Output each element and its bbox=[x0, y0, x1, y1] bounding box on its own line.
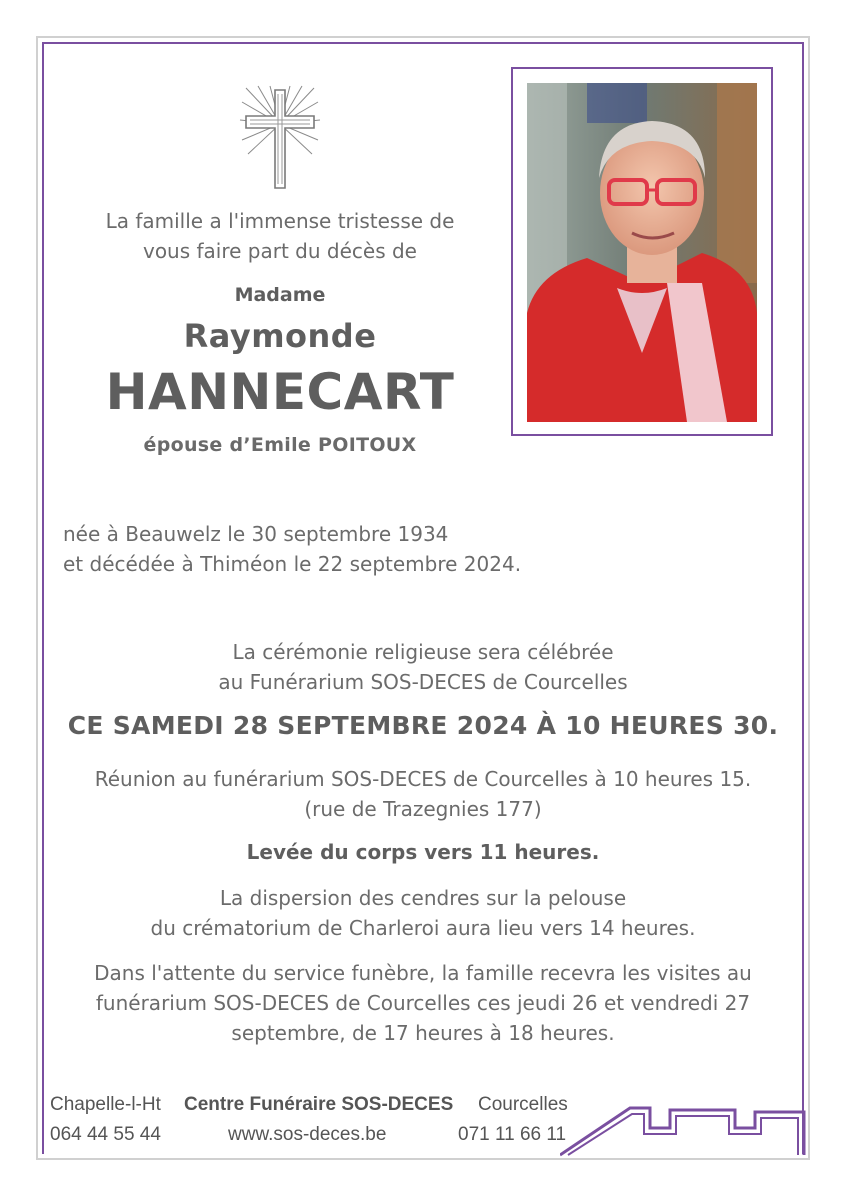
visits-text bbox=[46, 958, 800, 1048]
footer-center-name: Centre Funéraire SOS-DECES bbox=[184, 1094, 454, 1115]
reunion-text bbox=[46, 764, 800, 824]
ceremony-line-1: La cérémonie religieuse sera célébrée bbox=[232, 640, 614, 664]
dates-block bbox=[63, 519, 521, 579]
intro-line-1: La famille a l'immense tristesse de bbox=[105, 209, 455, 233]
death-line: et décédée à Thiméon le 22 septembre 2024. bbox=[63, 552, 522, 576]
birth-line: née à Beauwelz le 30 septembre 1934 bbox=[63, 522, 449, 546]
reunion-line-2: (rue de Trazegnies 177) bbox=[304, 797, 542, 821]
deceased-spouse: épouse d’Emile POITOUX bbox=[143, 434, 417, 456]
portrait-photo bbox=[527, 83, 757, 422]
footer-left-phone: 064 44 55 44 bbox=[50, 1124, 161, 1145]
deceased-first-name: Raymonde bbox=[183, 317, 377, 355]
ceremony-datetime: CE SAMEDI 28 SEPTEMBRE 2024 À 10 HEURES 30. bbox=[67, 711, 779, 740]
footer-right-phone: 071 11 66 11 bbox=[458, 1124, 567, 1145]
portrait-frame bbox=[511, 67, 773, 436]
reunion-line-1: Réunion au funérarium SOS-DECES de Courcelles à 10 heures 15. bbox=[94, 767, 752, 791]
dispersion-text bbox=[46, 883, 800, 943]
ceremony-text bbox=[46, 637, 800, 697]
radiant-cross-icon bbox=[236, 84, 324, 192]
deceased-last-name: HANNECART bbox=[105, 363, 455, 421]
dispersion-line-2: du crématorium de Charleroi aura lieu vers 14 heures. bbox=[150, 916, 696, 940]
intro-text bbox=[60, 206, 500, 266]
intro-line-2: vous faire part du décès de bbox=[142, 239, 417, 263]
footer-website[interactable]: www.sos-deces.be bbox=[228, 1124, 387, 1145]
house-outline-icon bbox=[560, 1100, 810, 1160]
footer-right-city: Courcelles bbox=[478, 1094, 568, 1115]
levee-text: Levée du corps vers 11 heures. bbox=[246, 840, 600, 864]
footer-left-city: Chapelle-l-Ht bbox=[50, 1094, 161, 1115]
ceremony-line-2: au Funérarium SOS-DECES de Courcelles bbox=[218, 670, 628, 694]
dispersion-line-1: La dispersion des cendres sur la pelouse bbox=[219, 886, 627, 910]
visits-line-2: funérarium SOS-DECES de Courcelles ces jeudi 26 et vendredi 27 bbox=[95, 991, 751, 1015]
visits-line-1: Dans l'attente du service funèbre, la famille recevra les visites au bbox=[94, 961, 752, 985]
deceased-title: Madame bbox=[234, 284, 326, 306]
visits-line-3: septembre, de 17 heures à 18 heures. bbox=[231, 1021, 615, 1045]
